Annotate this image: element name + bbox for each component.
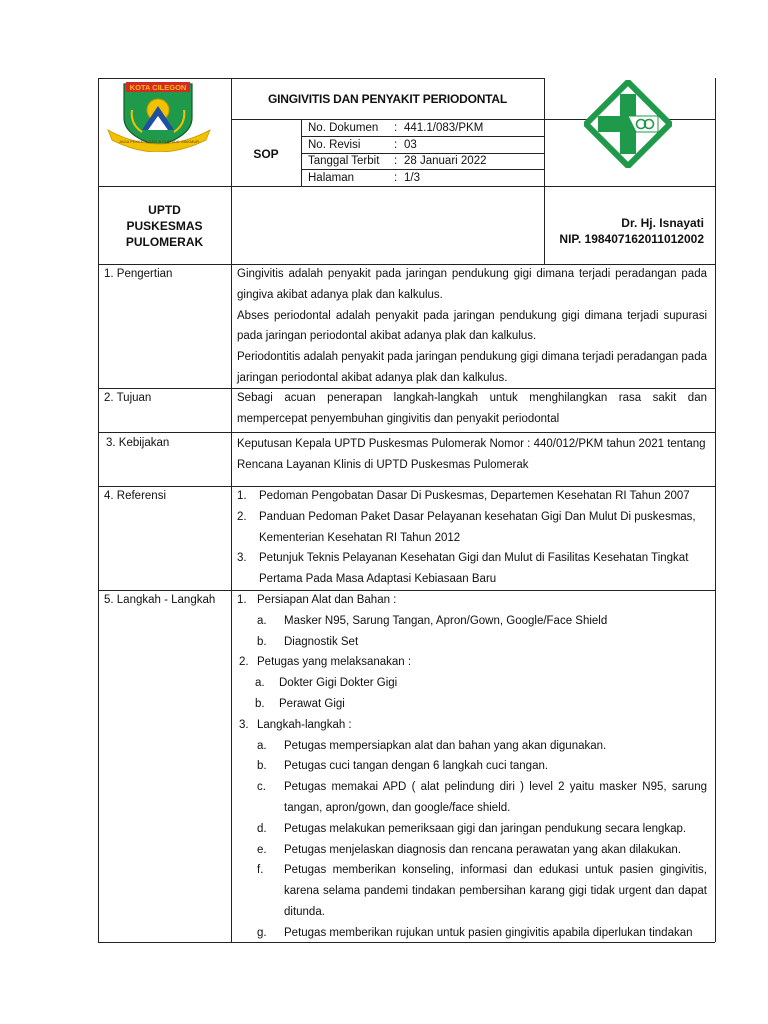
section-body-kebijakan: Keputusan Kepala UPTD Puskesmas Pulomerak Nomor : 440/012/PKM tahun 2021 tentang Rencana Layanan Klinis di UPTD Puskesmas Pulomerak (237, 438, 706, 471)
document-title: GINGIVITIS DAN PENYAKIT PERIODONTAL (267, 92, 508, 106)
referensi-item: 1. Pedoman Pengobatan Dasar Di Puskesmas, Departemen Kesehatan RI Tahun 2007 (237, 490, 690, 502)
org-name: UPTD PUSKESMAS PULOMERAK (125, 203, 204, 249)
border-top (98, 78, 544, 79)
border-tujuan-bottom (98, 432, 715, 433)
section-label-langkah: 5. Langkah - Langkah (104, 594, 216, 606)
langkah-item: a. Petugas mempersiapkan alat dan bahan yang akan digunakan. (257, 739, 607, 752)
langkah-item: g. Petugas memberikan rujukan untuk pasien gingivitis apabila diperlukan tindakan (257, 926, 693, 939)
meta-row-tanggal: Tanggal Terbit : 28 Januari 2022 (308, 155, 487, 168)
section-label-referensi: 4. Referensi (104, 490, 167, 502)
border-sop-column (301, 119, 302, 186)
referensi-item: 3. Petunjuk Teknis Pelayanan Kesehatan Gigi dan Mulut di Fasilitas Kesehatan Tingkat Pertama Pada Masa Adaptasi Kebiasaan Baru (237, 552, 689, 586)
document-meta (308, 120, 544, 186)
section-label-kebijakan: 3. Kebijakan (106, 437, 170, 449)
langkah-group-title: 2. Petugas yang melaksanakan : (239, 656, 412, 669)
section-body-pengertian: Gingivitis adalah penyakit pada jaringan pendukung gigi dimana terjadi peradangan pada gingiva akibat adanya plak dan kalkulus. Abses periodontal adalah penyakit pada jaringan pendukung gigi dimana terjadi supurasi pada jaringan periodontal akibat adanya plak dan kalkulus. Periodontitis adalah penyakit pada jaringan pendukung gigi dimana terjadi peradangan pada jaringan periodontal akibat adanya plak dan kalkulus. (237, 268, 707, 384)
langkah-item: c. Petugas memakai APD ( alat pelindung diri ) level 2 yaitu masker N95, sarung tangan, apron/gown, dan google/face shield. (257, 781, 707, 814)
sop-document (98, 78, 715, 942)
signer-nip: NIP. 198407162011012002 (559, 232, 704, 246)
section-label-pengertian: 1. Pengertian (104, 268, 173, 280)
signer-block (544, 215, 704, 247)
langkah-item: a. Dokter Gigi Dokter Gigi (255, 677, 398, 690)
langkah-item: b. Diagnostik Set (257, 635, 359, 648)
border-label-column (231, 78, 232, 942)
langkah-item: b. Perawat Gigi (255, 697, 345, 710)
section-label-tujuan: 2. Tujuan (104, 392, 152, 404)
meta-row-revisi: No. Revisi : 03 (308, 138, 417, 151)
meta-row-halaman: Halaman : 1/3 (308, 171, 420, 184)
sop-label: SOP (253, 147, 279, 161)
langkah-group-title: 3. Langkah-langkah : (239, 718, 352, 731)
langkah-item: e. Petugas menjelaskan diagnosis dan rencana perawatan yang akan dilakukan. (257, 843, 682, 856)
border-right (715, 78, 716, 942)
section-body-referensi (237, 486, 707, 590)
meta-row-dokumen: No. Dokumen : 441.1/083/PKM (308, 122, 484, 134)
cilegon-crest-icon (104, 80, 214, 152)
border-bottom (98, 942, 715, 943)
signer-name: Dr. Hj. Isnayati (621, 216, 704, 230)
langkah-group-title: 1. Persiapan Alat dan Bahan : (237, 594, 397, 606)
langkah-item: b. Petugas cuci tangan dengan 6 langkah cuci tangan. (257, 760, 549, 773)
langkah-item: d. Petugas melakukan pemeriksaan gigi dan jaringan pendukung secara lengkap. (257, 822, 687, 835)
langkah-item: f. Petugas memberikan konseling, informasi dan edukasi untuk pasien gingivitis, karena selama pandemi tindakan pembersihan karang gigi tidak urgent dan dapat ditunda. (257, 864, 707, 918)
section-body-tujuan: Sebagi acuan penerapan langkah-langkah untuk menghilangkan rasa sakit dan mempercepat penyembuhan gingivitis dan penyakit periodontal (237, 392, 707, 425)
section-body-langkah (237, 590, 707, 940)
puskesmas-cross-icon (584, 80, 672, 168)
referensi-item: 2. Panduan Pedoman Paket Dasar Pelayanan kesehatan Gigi Dan Mulut Di puskesmas, Kementerian Kesehatan RI Tahun 2012 (237, 510, 696, 544)
svg-text:JAGA PEKERTI DAN JUJUR ADIL MA: JAGA PEKERTI DAN JUJUR ADIL MAKMUR (118, 139, 200, 144)
svg-text:KOTA CILEGON: KOTA CILEGON (129, 83, 187, 92)
langkah-item: a. Masker N95, Sarung Tangan, Apron/Gown, Google/Face Shield (257, 614, 608, 627)
